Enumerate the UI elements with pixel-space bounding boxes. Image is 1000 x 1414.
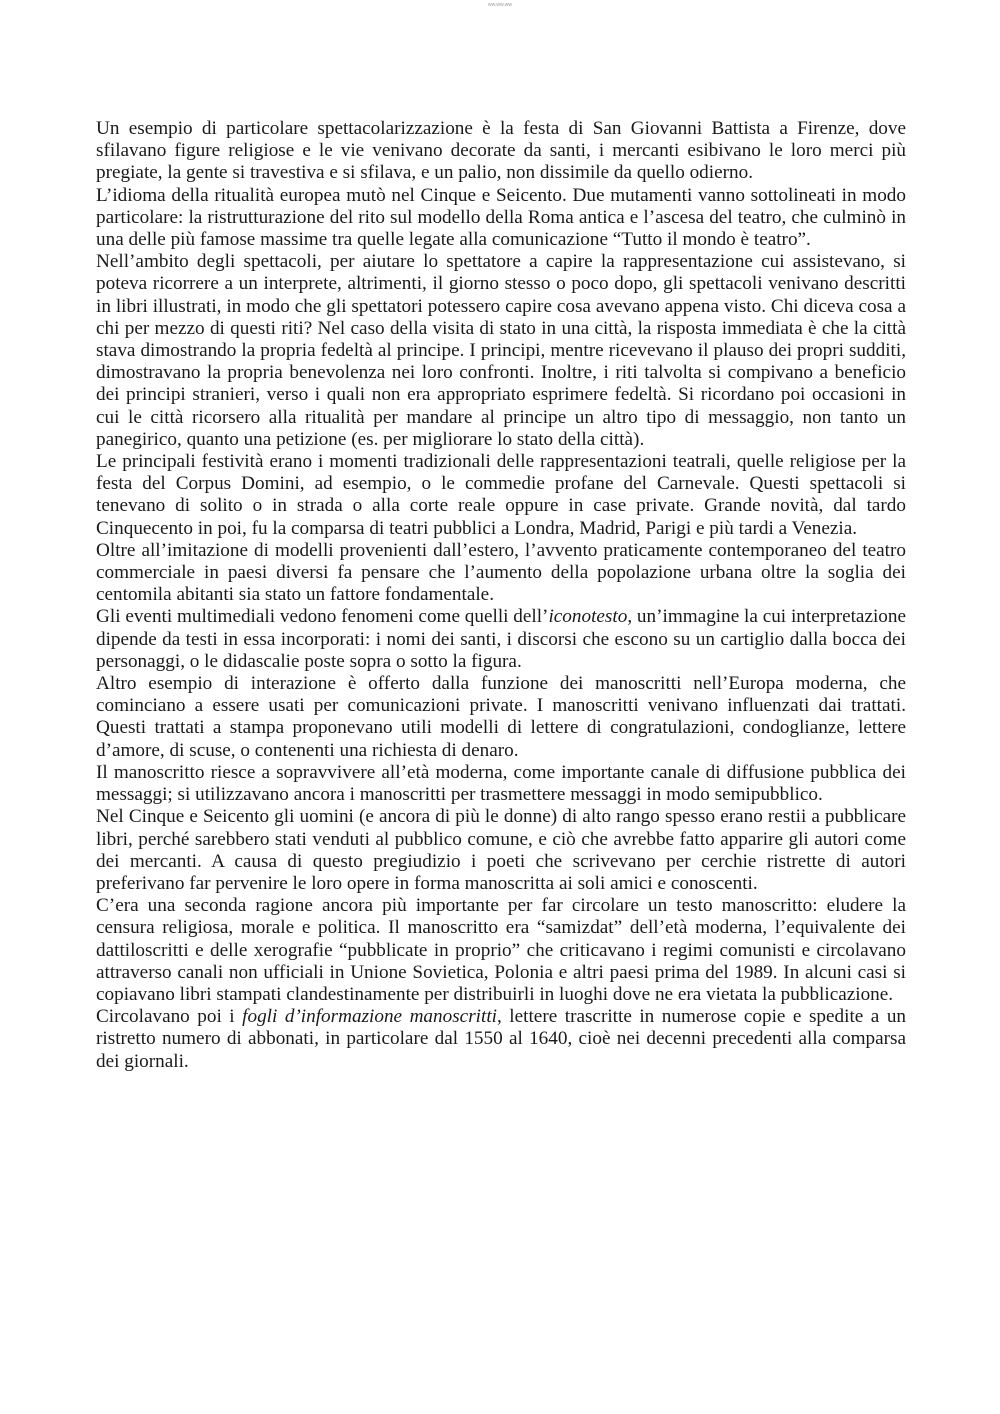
italic-term-iconotesto: iconotesto [548,606,628,628]
paragraph-imitazione-modelli: Oltre all’imitazione di modelli provenienti dall’estero, l’avvento praticamente contemporaneo del teatro commerciale in paesi diversi fa pensare che l’aumento della popolazione urbana oltre la soglia dei centomila abitanti sia stato un fattore fondamentale. [96,539,906,606]
document-body [96,118,906,1073]
page-header-mark: ww.ww.ww [488,2,512,8]
paragraph-fogli-informazione [96,1006,906,1073]
paragraph-eventi-multimediali [96,606,906,673]
paragraph-text-segment: , un’immagine la cui interpretazione dipende da testi in essa incorporati: i nomi dei santi, i discorsi che escono su un cartiglio dalla bocca dei personaggi, o le didascalie poste sopra o sotto la figura. [96,606,907,672]
paragraph-idioma-ritualita: L’idioma della ritualità europea mutò nel Cinque e Seicento. Due mutamenti vanno sottolineati in modo particolare: la ristrutturazione del rito sul modello della Roma antica e l’ascesa del teatro, che culminò in una delle più famose massime tra quelle legate alla comunicazione “Tutto il mondo è teatro”. [96,184,906,251]
paragraph-interazione-manoscritti: Altro esempio di interazione è offerto dalla funzione dei manoscritti nell’Europa moderna, che cominciano a essere usati per comunicazioni private. I manoscritti venivano influenzati dai trattati. Questi trattati a stampa proponevano utili modelli di lettere di congratulazioni, condoglianze, lettere d’amore, di scuse, o contenenti una richiesta di denaro. [96,673,906,761]
paragraph-principali-festivita: Le principali festività erano i momenti tradizionali delle rappresentazioni teatrali, quelle religiose per la festa del Corpus Domini, ad esempio, o le commedie profane del Carnevale. Questi spettacoli si tenevano di solito o in strada o alla corte reale oppure in case private. Grande novità, dal tardo Cinquecento in poi, fu la comparsa di teatri pubblici a Londra, Madrid, Parigi e più tardi a Venezia. [96,451,906,539]
paragraph-ambito-spettacoli: Nell’ambito degli spettacoli, per aiutare lo spettatore a capire la rappresentazione cui assistevano, si poteva ricorrere a un interprete, altrimenti, il giorno stesso o poco dopo, gli spettacoli venivano descritti in libri illustrati, in modo che gli spettatori potessero capire cosa avevano appena visto. Chi diceva cosa a chi per mezzo di questi riti? Nel caso della visita di stato in una città, la risposta immediata è che la città stava dimostrando la propria fedeltà al principe. I principi, mentre ricevevano il plauso dei propri sudditi, dimostravano la propria benevolenza nei loro confronti. Inoltre, i riti talvolta si compivano a beneficio dei principi stranieri, verso i quali non era appropriato esprimere fedeltà. Si ricordano poi occasioni in cui le città ricorsero alla ritualità per mandare al principe un altro tipo di messaggio, non tanto un panegirico, quanto una petizione (es. per migliorare lo stato della città). [96,251,906,450]
paragraph-festa-san-giovanni: Un esempio di particolare spettacolarizzazione è la festa di San Giovanni Battista a Firenze, dove sfilavano figure religiose e le vie venivano decorate da santi, i mercanti esibivano le loro merci più pregiate, la gente si travestiva e si sfilava, e un palio, non dissimile da quello odierno. [96,118,906,184]
paragraph-text-segment: Circolavano poi i [96,1006,243,1028]
italic-term-fogli-informazione: fogli d’informazione manoscritti [242,1006,497,1028]
paragraph-cinque-seicento: Nel Cinque e Seicento gli uomini (e ancora di più le donne) di alto rango spesso erano restii a pubblicare libri, perché sarebbero stati venduti al pubblico comune, e ciò che avrebbe fatto apparire gli autori come dei mercanti. A causa di questo pregiudizio i poeti che scrivevano per cerchie ristrette di autori preferivano far pervenire le loro opere in forma manoscritta ai soli amici e conoscenti. [96,806,906,894]
paragraph-manoscritto-sopravvive: Il manoscritto riesce a sopravvivere all’età moderna, come importante canale di diffusione pubblica dei messaggi; si utilizzavano ancora i manoscritti per trasmettere messaggi in modo semipubblico. [96,761,906,806]
paragraph-seconda-ragione: C’era una seconda ragione ancora più importante per far circolare un testo manoscritto: eludere la censura religiosa, morale e politica. Il manoscritto era “samizdat” dell’età moderna, l’equivalente dei dattiloscritti e delle xerografie “pubblicate in proprio” che criticavano i regimi comunisti e circolavano attraverso canali non ufficiali in Unione Sovietica, Polonia e altri paesi prima del 1989. In alcuni casi si copiavano libri stampati clandestinamente per distribuirli in luoghi dove ne era vietata la pubblicazione. [96,895,906,1005]
paragraph-text-segment: Gli eventi multimediali vedono fenomeni come quelli dell’ [96,606,549,628]
paragraph-text-segment: , lettere trascritte in numerose copie e spedite a un ristretto numero di abbonati, in particolare dal 1550 al 1640, cioè nei decenni precedenti alla comparsa dei giornali. [96,1006,907,1072]
